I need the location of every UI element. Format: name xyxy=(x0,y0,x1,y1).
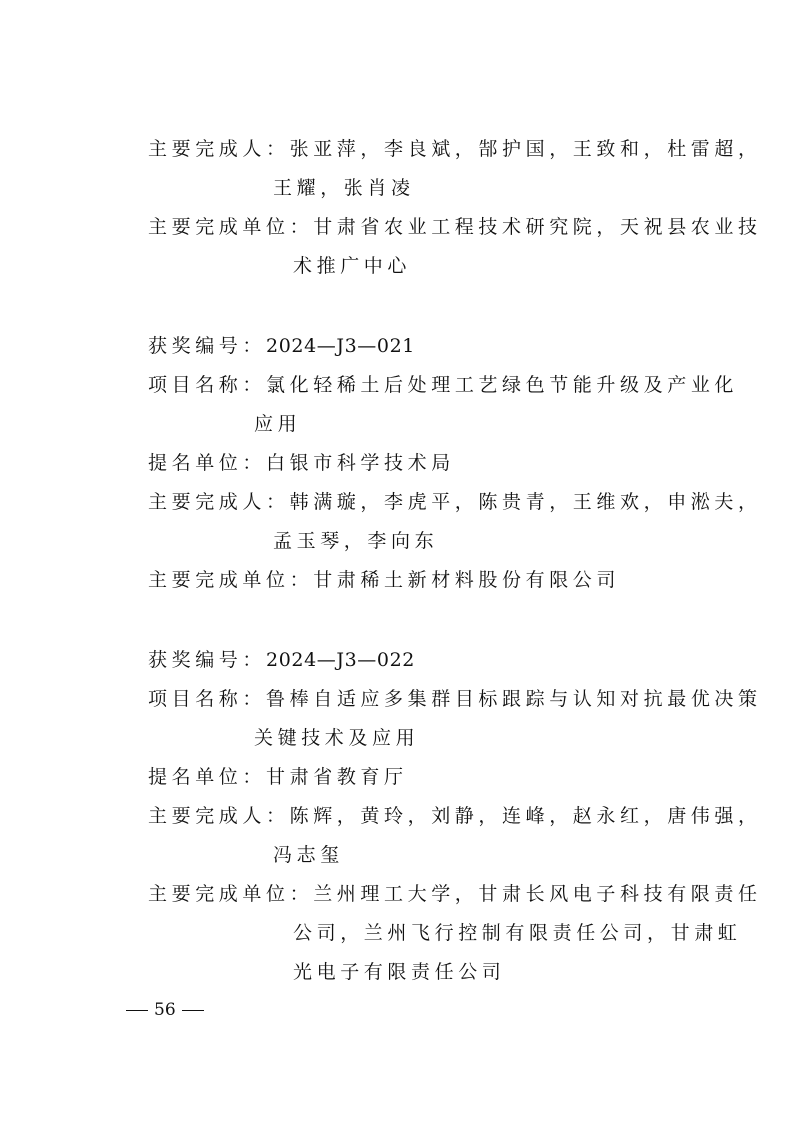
award-number: 2024—J3—021 xyxy=(266,335,415,357)
nominator-label: 提名单位： xyxy=(148,452,267,474)
entry3-award xyxy=(148,648,415,672)
persons-line1: 张亚萍，李良斌，郜护国，王致和，杜雷超， xyxy=(289,138,762,160)
entry1-units xyxy=(148,215,762,239)
entry2-award xyxy=(148,334,415,358)
entry3-nominator xyxy=(148,765,408,789)
units-label: 主要完成单位： xyxy=(148,883,314,905)
entry3-units-cont2: 公司，兰州飞行控制有限责任公司，甘肃虹 xyxy=(293,922,742,944)
award-label: 获奖编号： xyxy=(148,335,267,357)
entry2-project-cont: 应用 xyxy=(254,413,302,435)
project-label: 项目名称： xyxy=(148,374,267,396)
entry1-units-cont: 术推广中心 xyxy=(293,255,412,277)
persons-line1: 陈辉，黄玲，刘静，连峰，赵永红，唐伟强， xyxy=(289,805,762,827)
project-label: 项目名称： xyxy=(148,688,267,710)
entry3-persons-cont: 冯志玺 xyxy=(273,844,344,866)
project-line1: 氯化轻稀土后处理工艺绿色节能升级及产业化 xyxy=(266,374,739,396)
footer-dash-right xyxy=(182,1010,204,1011)
nominator-value: 甘肃省教育厅 xyxy=(266,766,408,788)
persons-label: 主要完成人： xyxy=(148,138,290,160)
entry3-units xyxy=(148,882,762,906)
entry2-project xyxy=(148,373,738,397)
entry2-nominator xyxy=(148,451,455,475)
award-number: 2024—J3—022 xyxy=(266,649,415,671)
persons-label: 主要完成人： xyxy=(148,805,290,827)
units-line1: 甘肃稀土新材料股份有限公司 xyxy=(313,569,621,591)
units-line1: 甘肃省农业工程技术研究院，天祝县农业技 xyxy=(313,216,762,238)
units-line1: 兰州理工大学，甘肃长风电子科技有限责任 xyxy=(313,883,762,905)
page-footer xyxy=(120,999,210,1021)
persons-label: 主要完成人： xyxy=(148,491,290,513)
entry3-units-cont3: 光电子有限责任公司 xyxy=(293,961,506,983)
entry3-project-cont: 关键技术及应用 xyxy=(254,727,420,749)
entry3-persons xyxy=(148,804,762,828)
award-label: 获奖编号： xyxy=(148,649,267,671)
entry1-persons xyxy=(148,137,762,161)
entry2-persons-cont: 孟玉琴，李向东 xyxy=(273,530,439,552)
footer-dash-left xyxy=(126,1010,148,1011)
units-label: 主要完成单位： xyxy=(148,569,314,591)
nominator-value: 白银市科学技术局 xyxy=(266,452,455,474)
page-number: 56 xyxy=(154,1000,176,1020)
entry2-persons xyxy=(148,490,762,514)
entry1-persons-cont: 王耀，张肖凌 xyxy=(273,177,415,199)
entry3-project xyxy=(148,687,762,711)
entry2-units xyxy=(148,568,620,592)
project-line1: 鲁棒自适应多集群目标跟踪与认知对抗最优决策 xyxy=(266,688,762,710)
persons-line1: 韩满璇，李虎平，陈贵青，王维欢，申淞夫， xyxy=(289,491,762,513)
nominator-label: 提名单位： xyxy=(148,766,267,788)
units-label: 主要完成单位： xyxy=(148,216,314,238)
